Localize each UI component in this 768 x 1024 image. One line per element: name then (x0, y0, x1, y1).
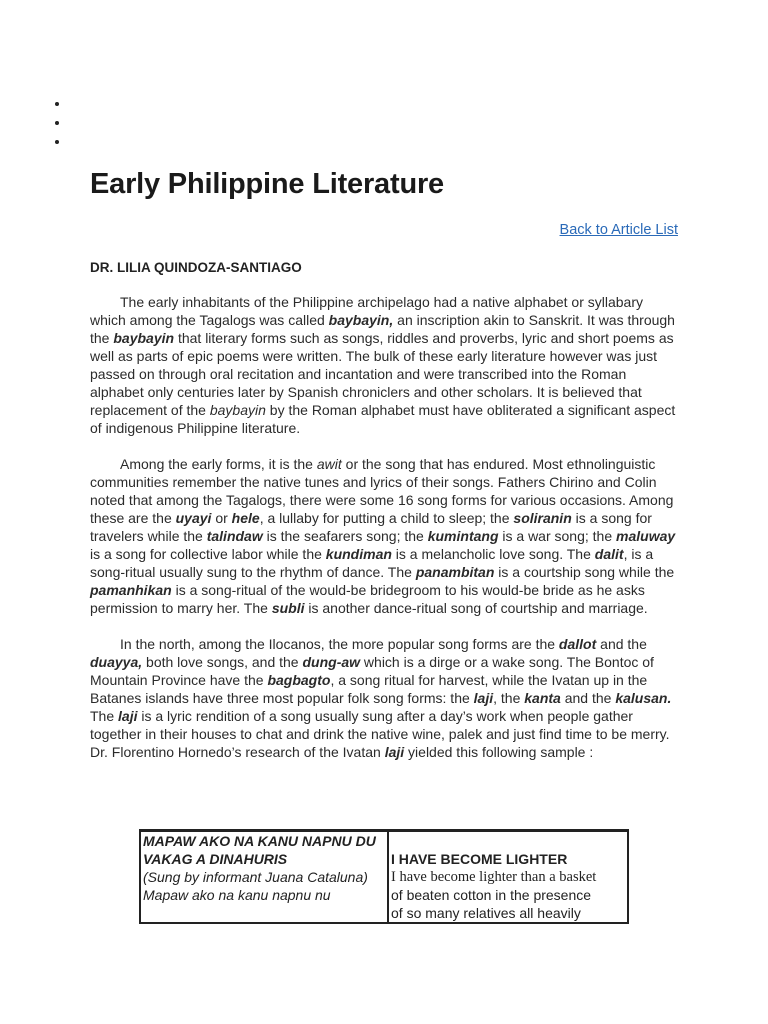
table-row (141, 832, 627, 922)
text-run: , a song ritual for harvest, while the Ivatan up in the Batanes islands have three most popular folk song forms: the (90, 672, 648, 706)
emphasized-term: dung-aw (302, 654, 361, 670)
emphasized-term: baybayin (113, 330, 175, 346)
emphasized-term: pamanhikan (90, 582, 172, 598)
text-run: is a courtship song while the (494, 564, 675, 580)
translation-line: of so many relatives all heavily (391, 905, 581, 921)
back-to-article-list-link[interactable]: Back to Article List (559, 222, 678, 238)
article-body (90, 293, 678, 779)
author-name: DR. LILIA QUINDOZA-SANTIAGO (90, 260, 302, 275)
text-run: that literary forms such as songs, riddles and proverbs, lyric and short poems as well as parts of epic poems were written. The bulk of these early literature however was just passed on through oral recitation and incantation and were transcribed into the Roman alphabet only centuries later by Spanish chroniclers and other scholars. It is believed that replacement of the (90, 330, 674, 418)
text-run: or the song that has endured. Most ethnolinguistic communities remember the native tunes and lyrics of their songs. Fathers Chirino and Colin noted that among the Tagalogs, there were some 16 song forms for various occasions. Among these are the (90, 456, 674, 526)
translation-line: of beaten cotton in the presence (391, 887, 592, 903)
translation-heading: I HAVE BECOME LIGHTER (391, 851, 568, 867)
text-run: an inscription akin to Sanskrit. It was through the (90, 312, 675, 346)
text-run: Among the early forms, it is the (120, 456, 317, 472)
text-run: by the Roman alphabet must have obliterated a significant aspect of indigenous Philippine literature. (90, 402, 676, 436)
text-run: , a lullaby for putting a child to sleep; the (259, 510, 514, 526)
page-title: Early Philippine Literature (90, 168, 444, 200)
bullet-list (52, 94, 70, 151)
ivatan-text-cell (141, 832, 389, 922)
informant-note: (Sung by informant Juana Cataluna) (143, 869, 368, 885)
text-run: is a song for travelers while the (90, 510, 652, 544)
emphasized-term: laji (473, 690, 494, 706)
paragraph (90, 635, 678, 761)
emphasized-term: bagbagto (267, 672, 331, 688)
emphasized-term: kanta (524, 690, 561, 706)
text-run: which is a dirge or a wake song. The Bontoc of Mountain Province have the (90, 654, 654, 688)
emphasized-term: kundiman (325, 546, 392, 562)
emphasized-term: talindaw (206, 528, 263, 544)
emphasized-term: hele (231, 510, 260, 526)
emphasized-term: baybayin, (328, 312, 394, 328)
text-run: is a lyric rendition of a song usually sung after a day’s work when people gather together in their houses to chat and drink the native wine, palek and just find time to be merry. Dr. Florentino Hornedo’s research of the Ivatan (90, 708, 670, 760)
english-translation-cell (389, 832, 627, 922)
emphasized-term: soliranin (513, 510, 572, 526)
text-run: and the (596, 636, 647, 652)
text-run: , is a song-ritual usually sung to the rhythm of dance. The (90, 546, 654, 580)
ivatan-heading: MAPAW AKO NA KANU NAPNU DU VAKAG A DINAHURIS (143, 833, 376, 867)
paragraph (90, 455, 678, 617)
text-run: In the north, among the Ilocanos, the more popular song forms are the (120, 636, 559, 652)
text-run: , the (493, 690, 525, 706)
emphasized-term: laji (118, 708, 138, 724)
emphasized-term: awit (316, 456, 342, 472)
emphasized-term: dalit (594, 546, 624, 562)
text-run: or (211, 510, 232, 526)
text-run: is a song for collective labor while the (90, 546, 326, 562)
text-run: The (90, 708, 119, 724)
text-run: is another dance-ritual song of courtship and marriage. (304, 600, 648, 616)
text-run: is a melancholic love song. The (391, 546, 595, 562)
emphasized-term: uyayi (175, 510, 212, 526)
emphasized-term: duayya, (90, 654, 143, 670)
text-run: and the (560, 690, 616, 706)
laji-sample-table (139, 829, 629, 924)
emphasized-term: dallot (558, 636, 597, 652)
ivatan-line: Mapaw ako na kanu napnu nu (143, 887, 331, 903)
text-run: both love songs, and the (142, 654, 303, 670)
paragraph (90, 293, 678, 437)
text-run: is a song-ritual of the would-be bridegroom to his would-be bride as he asks permission to marry her. The (90, 582, 645, 616)
emphasized-term: baybayin (209, 402, 266, 418)
emphasized-term: maluway (616, 528, 676, 544)
text-run: The early inhabitants of the Philippine archipelago had a native alphabet or syllabary which among the Tagalogs was called (90, 294, 644, 328)
emphasized-term: laji (384, 744, 405, 760)
emphasized-term: kalusan. (615, 690, 672, 706)
text-run: is a war song; the (498, 528, 617, 544)
emphasized-term: kumintang (427, 528, 499, 544)
emphasized-term: subli (271, 600, 305, 616)
emphasized-term: panambitan (415, 564, 495, 580)
translation-line: I have become lighter than a basket (391, 869, 597, 885)
text-run: is the seafarers song; the (262, 528, 428, 544)
text-run: yielded this following sample : (404, 744, 594, 760)
